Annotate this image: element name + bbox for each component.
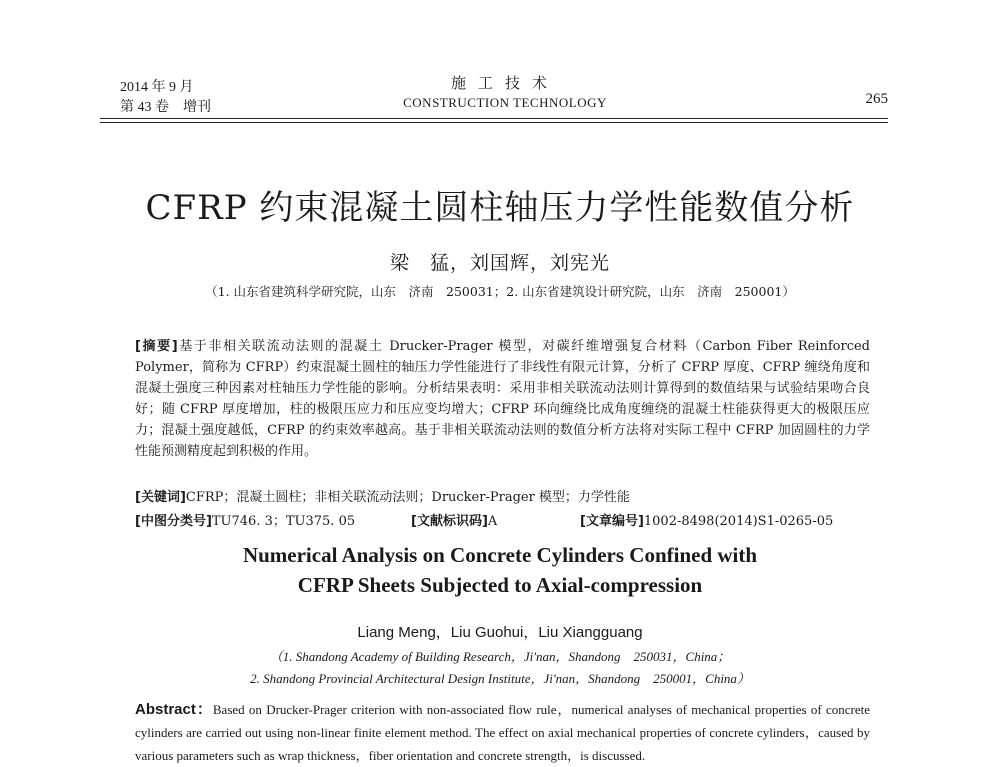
article-number-value: 1002-8498(2014)S1-0265-05 xyxy=(643,514,834,529)
abstract-en-text: Based on Drucker-Prager criterion with non-associated flow rule，numerical analyses of mechanical properties of concrete cylinders are carried out using non-linear finite element method. The effect on axial mechanical properties of concrete cylinders，caused by various parameters such as wrap thickness，fiber orientation and concrete strength，is discussed. xyxy=(135,702,870,763)
issue-info xyxy=(120,78,211,118)
document-code-value: A xyxy=(487,514,498,529)
affiliation-en-line1: （1. Shandong Academy of Building Research，Ji'nan，Shandong 250031，China； xyxy=(269,649,731,664)
clc-label: [中图分类号] xyxy=(135,514,212,529)
abstract-cn-text: 基于非相关联流动法则的混凝土 Drucker-Prager 模型，对碳纤维增强复合材料（Carbon Fiber Reinforced Polymer，简称为 CFRP）约束混凝土圆柱的轴压力学性能进行了非线性有限元计算，分析了 CFRP 厚度、CFRP 缠绕角度和混凝土强度三种因素对柱轴压力学性能的影响。分析结果表明：采用非相关联流动法则计算得到的数值结果与试验结果吻合良好；随 CFRP 厚度增加，柱的极限压应力和压应变均增大；CFRP 环向缠绕比成角度缠绕的混凝土柱能获得更大的极限压应力；混凝土强度越低，CFRP 的约束效率越高。基于非相关联流动法则的数值分析方法将对实际工程中 CFRP 加固圆柱的力学性能预测精度起到积极的作用。 xyxy=(135,339,870,459)
article-title-cn: CFRP 约束混凝土圆柱轴压力学性能数值分析 xyxy=(145,188,855,228)
affiliation-en xyxy=(0,646,1000,690)
abstract-en xyxy=(135,698,870,767)
journal-name-en: CONSTRUCTION TECHNOLOGY xyxy=(403,95,607,110)
abstract-cn-label: [摘要] xyxy=(135,339,178,354)
article-number xyxy=(580,510,833,529)
title-en-line1: Numerical Analysis on Concrete Cylinders Confined with xyxy=(242,543,758,567)
issue-volume: 第 43 卷 增刊 xyxy=(120,100,211,115)
affiliation-cn: （1. 山东省建筑科学研究院，山东 济南 250031；2. 山东省建筑设计研究院，山东 济南 250001） xyxy=(205,284,795,299)
document-code xyxy=(411,510,497,529)
keywords-cn-label: [关键词] xyxy=(135,490,186,505)
authors-en: Liang Meng，Liu Guohui，Liu Xiangguang xyxy=(357,624,643,641)
abstract-en-label: Abstract： xyxy=(135,701,213,718)
header-rule-thin xyxy=(100,122,888,123)
article-title-en xyxy=(0,540,1000,600)
journal-name-cn: 施工技术 xyxy=(450,76,559,92)
title-en-line2: CFRP Sheets Subjected to Axial-compression xyxy=(297,573,703,597)
keywords-cn xyxy=(135,486,870,505)
clc-code xyxy=(135,510,355,529)
clc-value: TU746. 3；TU375. 05 xyxy=(211,514,356,529)
keywords-cn-text: CFRP；混凝土圆柱；非相关联流动法则；Drucker-Prager 模型；力学性能 xyxy=(185,490,630,505)
header-rule-thick xyxy=(100,118,888,119)
document-code-label: [文献标识码] xyxy=(411,514,488,529)
affiliation-en-line2: 2. Shandong Provincial Architectural Design Institute，Ji'nan，Shandong 250001，China） xyxy=(250,671,750,686)
authors-cn: 梁 猛，刘国辉，刘宪光 xyxy=(389,252,610,274)
page-number: 265 xyxy=(865,91,888,107)
abstract-cn xyxy=(135,336,870,462)
article-number-label: [文章编号] xyxy=(580,514,644,529)
issue-date: 2014 年 9 月 xyxy=(120,80,194,95)
journal-name xyxy=(360,74,650,112)
